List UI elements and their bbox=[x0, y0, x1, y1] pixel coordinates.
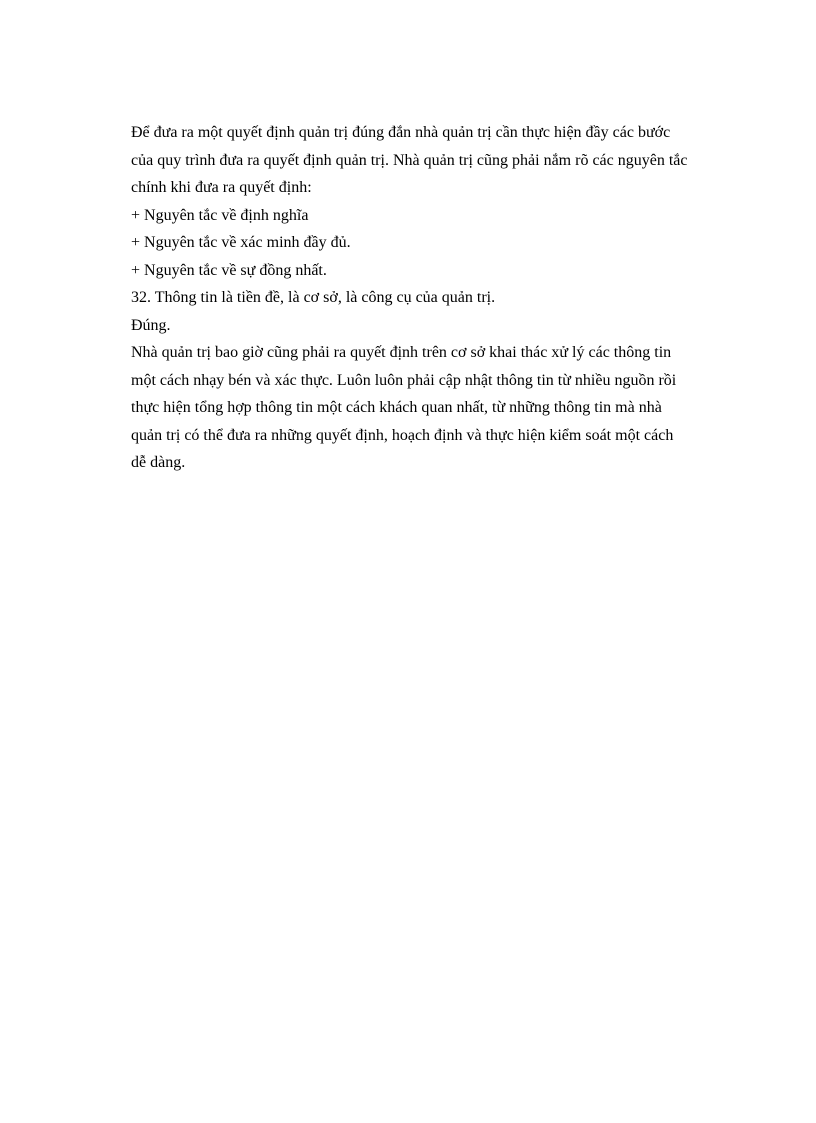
list-item: + Nguyên tắc về định nghĩa bbox=[131, 206, 309, 224]
paragraph-line: của quy trình đưa ra quyết định quản trị. Nhà quản trị cũng phải nắm rõ các nguyên tắc bbox=[131, 151, 688, 169]
paragraph-line: dễ dàng. bbox=[131, 454, 186, 471]
question-heading: 32. Thông tin là tiền đề, là cơ sở, là công cụ của quản trị. bbox=[131, 289, 496, 306]
paragraph-line: quản trị có thể đưa ra những quyết định, hoạch định và thực hiện kiểm soát một cách bbox=[131, 426, 674, 444]
list-item: + Nguyên tắc về xác minh đầy đủ. bbox=[131, 234, 351, 251]
paragraph-line: Để đưa ra một quyết định quản trị đúng đắn nhà quản trị cần thực hiện đầy các bước bbox=[131, 124, 671, 141]
document-body bbox=[131, 119, 771, 477]
answer-label: Đúng. bbox=[131, 316, 171, 334]
paragraph-line: thực hiện tổng hợp thông tin một cách khách quan nhất, từ những thông tin mà nhà bbox=[131, 399, 662, 416]
paragraph-line: chính khi đưa ra quyết định: bbox=[131, 179, 312, 196]
list-item: + Nguyên tắc về sự đồng nhất. bbox=[131, 261, 327, 279]
paragraph-line: Nhà quản trị bao giờ cũng phải ra quyết định trên cơ sở khai thác xử lý các thông tin bbox=[131, 344, 672, 361]
paragraph-line: một cách nhạy bén và xác thực. Luôn luôn phải cập nhật thông tin từ nhiều nguồn rồi bbox=[131, 371, 677, 389]
